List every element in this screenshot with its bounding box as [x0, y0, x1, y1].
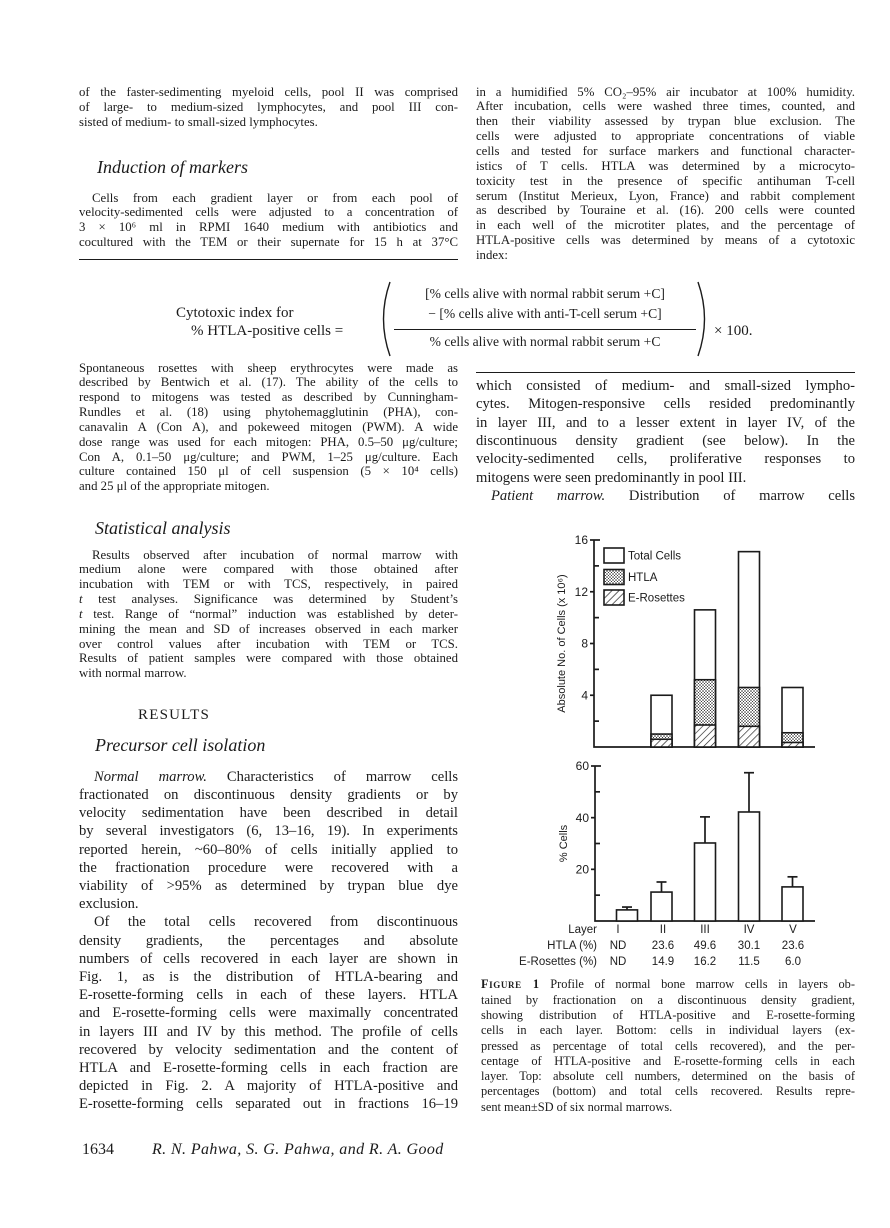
- table-layer-iv: IV: [743, 924, 755, 936]
- y-tick-label: 60: [575, 759, 589, 774]
- text-line: dose range was used for each mitogen: PHA, 0.5–50 μg/culture;: [79, 434, 458, 449]
- text-line: Spontaneous rosettes with sheep erythrocytes were made as: [79, 360, 458, 375]
- figure-1-bar-charts: [540, 530, 830, 930]
- text-line: numbers of cells recovered in each layer are shown in: [79, 950, 458, 967]
- text-line: Patient marrow. Distribution of marrow cells: [491, 488, 855, 505]
- section-heading-statistical-analysis: Statistical analysis: [95, 518, 231, 538]
- text-line: velocity-sedimented cells, proliferative responses to: [476, 451, 855, 468]
- text-line: fractionated on discontinuous density gradients or by: [79, 787, 458, 804]
- text-line: cells in each layer. Bottom: cells in individual layers (ex-: [481, 1023, 855, 1038]
- legend-swatch-total-cells: [604, 548, 624, 563]
- bar--cells-layer-ii: [651, 892, 672, 921]
- equation-numerator-line1: [% cells alive with normal rabbit serum +C]: [425, 286, 665, 301]
- text-line: in a humidified 5% CO₂–95% air incubator at 100% humidity.: [476, 84, 855, 99]
- italic-run: Normal marrow.: [94, 768, 207, 785]
- text-line: HTLA-positive cells was determined by means of a cytotoxic: [476, 233, 855, 248]
- text-line: discontinuous density gradient (see below). In the: [476, 432, 855, 449]
- subsection-heading-precursor-cell-isolation: Precursor cell isolation: [95, 735, 266, 755]
- text-line: cells were adjusted to appropriate concentrations of viable: [476, 129, 855, 144]
- rosette-mitogen-paragraph: [79, 361, 458, 495]
- table-cell: 23.6: [651, 940, 675, 952]
- y-tick-label: 20: [575, 862, 589, 877]
- text-line: 3 × 10⁶ ml in RPMI 1640 medium with antibiotics and: [79, 220, 458, 235]
- text-line: index:: [476, 247, 508, 262]
- left-column-continuation-text: [79, 85, 458, 130]
- text-line: then their viability assessed by trypan blue exclusion. The: [476, 114, 855, 129]
- text-line: recovered by velocity sedimentation and the content of: [79, 1041, 458, 1058]
- text-line: cocultured with the TEM or their supernate for 15 h at 37°C: [79, 235, 458, 250]
- text-line: Results observed after incubation of normal marrow with: [92, 547, 458, 562]
- table-row-label-erosettes: E-Rosettes (%): [519, 956, 597, 968]
- legend-swatch-e-rosettes: [604, 590, 624, 605]
- bar-e-rosettes-layer-iv: [739, 726, 760, 747]
- text-line: density gradients, the percentages and absolute: [79, 932, 458, 949]
- text-line: medium alone were compared with those obtained after: [79, 562, 458, 577]
- induction-paragraph: [79, 191, 458, 250]
- text-line: cytes. Mitogen-responsive cells resided predominantly: [476, 396, 855, 413]
- text-line: incubation with TEM or with TCS, respectively, in paired: [79, 577, 458, 592]
- table-layer-v: V: [789, 924, 797, 936]
- bar--cells-layer-i: [617, 910, 638, 921]
- text-line: with normal marrow.: [79, 666, 187, 681]
- bar--cells-layer-iv: [739, 812, 760, 921]
- equation-numerator-line2: − [% cells alive with anti-T-cell serum +C]: [428, 306, 662, 321]
- text-line: showing distribution of HTLA-positive and E-rosette-forming: [481, 1007, 855, 1022]
- table-cell: ND: [609, 956, 627, 968]
- text-line: velocity-sedimented cells were adjusted to a concentration of: [79, 205, 458, 220]
- text-line: Fig. 1, as is the distribution of HTLA-bearing and: [79, 968, 458, 985]
- equation-label-line1: Cytotoxic index for: [176, 305, 294, 321]
- italic-run: Patient marrow.: [491, 488, 606, 505]
- equation-fraction-bar: [394, 329, 696, 330]
- bar-e-rosettes-layer-v: [782, 742, 803, 747]
- text-line: cells and tested for surface markers and functional character-: [476, 143, 855, 158]
- y-tick-label: 4: [581, 688, 588, 703]
- table-cell: ND: [609, 940, 627, 952]
- text-line: in each well of the microtiter plates, and the percentage of: [476, 218, 855, 233]
- results-normal-marrow-text: [79, 768, 458, 1114]
- bar-e-rosettes-layer-iii: [695, 725, 716, 747]
- column-rule-left: [79, 259, 458, 260]
- text-line: pressed as percentage of total cells recovered), and the per-: [481, 1038, 855, 1053]
- y-tick-label: 12: [574, 584, 588, 599]
- y-tick-label: 16: [574, 533, 588, 548]
- section-heading-induction-of-markers: Induction of markers: [97, 157, 248, 177]
- text-line: of large- to medium-sized lymphocytes, and pool III con-: [79, 99, 458, 114]
- text-line: velocity sedimentation have been described in detail: [79, 805, 458, 822]
- table-cell: 14.9: [651, 956, 675, 968]
- italic-run: t: [79, 592, 83, 607]
- text-line: and 25 μl of the appropriate mitogen.: [79, 479, 270, 494]
- text-line: Normal marrow. Characteristics of marrow cells: [94, 768, 459, 785]
- table-cell: 23.6: [781, 940, 805, 952]
- legend-label: HTLA: [628, 572, 658, 585]
- bar-e-rosettes-layer-ii: [651, 739, 672, 747]
- text-line: by several investigators (6, 13–16, 19). In experiments: [79, 823, 458, 840]
- table-cell: 30.1: [737, 940, 761, 952]
- equation-multiplier: × 100.: [714, 323, 753, 339]
- text-line: mitogens were seen predominantly in pool III.: [476, 469, 747, 486]
- text-line: After incubation, cells were washed three times, counted, and: [476, 99, 855, 114]
- text-line: which consisted of medium- and small-sized lympho-: [476, 377, 855, 394]
- y-tick-label: 8: [581, 636, 588, 651]
- text-line: depicted in Fig. 2. A majority of HTLA-positive and: [79, 1078, 458, 1095]
- table-layer-ii: II: [659, 924, 667, 936]
- text-line: Of the total cells recovered from discontinuous: [94, 914, 458, 931]
- text-line: of the faster-sedimenting myeloid cells, pool II was comprised: [79, 85, 458, 99]
- text-line: canavalin A (Con A), and pokeweed mitogen (PWM). A wide: [79, 419, 458, 434]
- text-line: Figure 1 Profile of normal bone marrow cells in layers ob-: [481, 977, 855, 992]
- text-line: E-rosette-forming cells in each of these layers. HTLA: [79, 987, 458, 1004]
- text-line: over control values after incubation with TEM or TCS.: [79, 636, 458, 651]
- text-line: t test. Range of “normal” induction was established by deter-: [79, 606, 458, 621]
- results-continuation-text: [476, 377, 855, 506]
- running-footer-authors: R. N. Pahwa, S. G. Pahwa, and R. A. Good: [152, 1141, 444, 1158]
- table-layer-i: I: [616, 924, 620, 936]
- legend-label: E-Rosettes: [628, 592, 685, 605]
- text-line: in layers III and IV by this method. The profile of cells: [79, 1023, 458, 1040]
- table-row-label-htla: HTLA (%): [547, 940, 597, 952]
- table-cell: 11.5: [738, 956, 760, 968]
- equation-label-line2: % HTLA-positive cells =: [191, 323, 344, 339]
- text-line: described by Bentwich et al. (17). The ability of the cells to: [79, 375, 458, 390]
- text-line: centage of HTLA-positive and E-rosette-forming cells in each: [481, 1053, 855, 1068]
- legend-swatch-htla: [604, 570, 624, 585]
- bar--cells-layer-v: [782, 887, 803, 921]
- y-axis-label: Absolute No. of Cells (x 10⁶): [556, 574, 568, 713]
- page-number: 1634: [82, 1141, 114, 1158]
- table-cell: 6.0: [785, 956, 801, 968]
- text-line: tained by fractionation on a discontinuous density gradient,: [481, 992, 855, 1007]
- text-line: and E-rosette-forming cells were maximally concentrated: [79, 1005, 458, 1022]
- text-line: percentages (bottom) and total cells recovered. Results repre-: [481, 1084, 855, 1099]
- text-line: sent mean±SD of six normal marrows.: [481, 1099, 673, 1114]
- table-layer-iii: III: [700, 924, 710, 936]
- text-line: serum (Institut Merieux, Lyon, France) and rabbit complement: [476, 188, 855, 203]
- table-cell: 49.6: [693, 940, 717, 952]
- text-line: sisted of medium- to small-sized lymphocytes.: [79, 114, 318, 129]
- table-cell: 16.2: [693, 956, 717, 968]
- text-line: Rundles et al. (18) using phytohemagglutinin (PHA), con-: [79, 405, 458, 420]
- bar--cells-layer-iii: [695, 843, 716, 921]
- right-column-methods-text: [476, 85, 855, 263]
- figure-1-caption: [481, 977, 855, 1115]
- text-line: respond to mitogens was tested as described by Cunningham-: [79, 390, 458, 405]
- text-line: toxicity test in the presence of specific antihuman T-cell: [476, 173, 855, 188]
- italic-run: t: [79, 606, 83, 621]
- text-line: Con A, 0.1–50 μg/culture; and PWM, 1–25 μg/culture. Each: [79, 449, 458, 464]
- y-tick-label: 40: [575, 810, 589, 825]
- text-line: exclusion.: [79, 896, 139, 913]
- equation-denominator: % cells alive with normal rabbit serum +C: [429, 334, 661, 349]
- text-line: mining the mean and SD of increases observed in each marker: [79, 621, 458, 636]
- text-line: HTLA and E-rosette-forming cells in each fraction are: [79, 1059, 458, 1076]
- y-axis-label: % Cells: [558, 824, 570, 863]
- text-line: istics of T cells. HTLA was determined by a microcyto-: [476, 158, 855, 173]
- text-line: the fractionation procedure were recovered with a: [79, 859, 458, 876]
- text-line: as described by Touraine et al. (16). 200 cells were counted: [476, 203, 855, 218]
- text-line: t test analyses. Significance was determined by Student’s: [79, 592, 458, 607]
- text-line: viability of >95% as determined by trypan blue dye: [79, 878, 458, 895]
- text-line: culture contained 150 μl of cell suspension (5 × 10⁴ cells): [79, 464, 458, 479]
- statistical-analysis-paragraph: [79, 548, 458, 682]
- text-line: Cells from each gradient layer or from each pool of: [92, 190, 458, 205]
- column-rule-right: [476, 372, 855, 373]
- text-line: reported herein, ~60–80% of cells initially applied to: [79, 841, 458, 858]
- legend-label: Total Cells: [628, 550, 682, 563]
- text-line: layer. Top: absolute cell numbers, determined on the basis of: [481, 1069, 855, 1084]
- section-heading-results: RESULTS: [138, 707, 211, 723]
- figure-label: Figure 1: [481, 977, 540, 992]
- text-line: in layer III, and to a lesser extent in layer IV, of the: [476, 414, 855, 431]
- text-line: Results of patient samples were compared with those obtained: [79, 651, 458, 666]
- table-header-layer: Layer: [568, 924, 597, 936]
- text-line: E-rosette-forming cells separated out in fractions 16–19: [79, 1096, 458, 1113]
